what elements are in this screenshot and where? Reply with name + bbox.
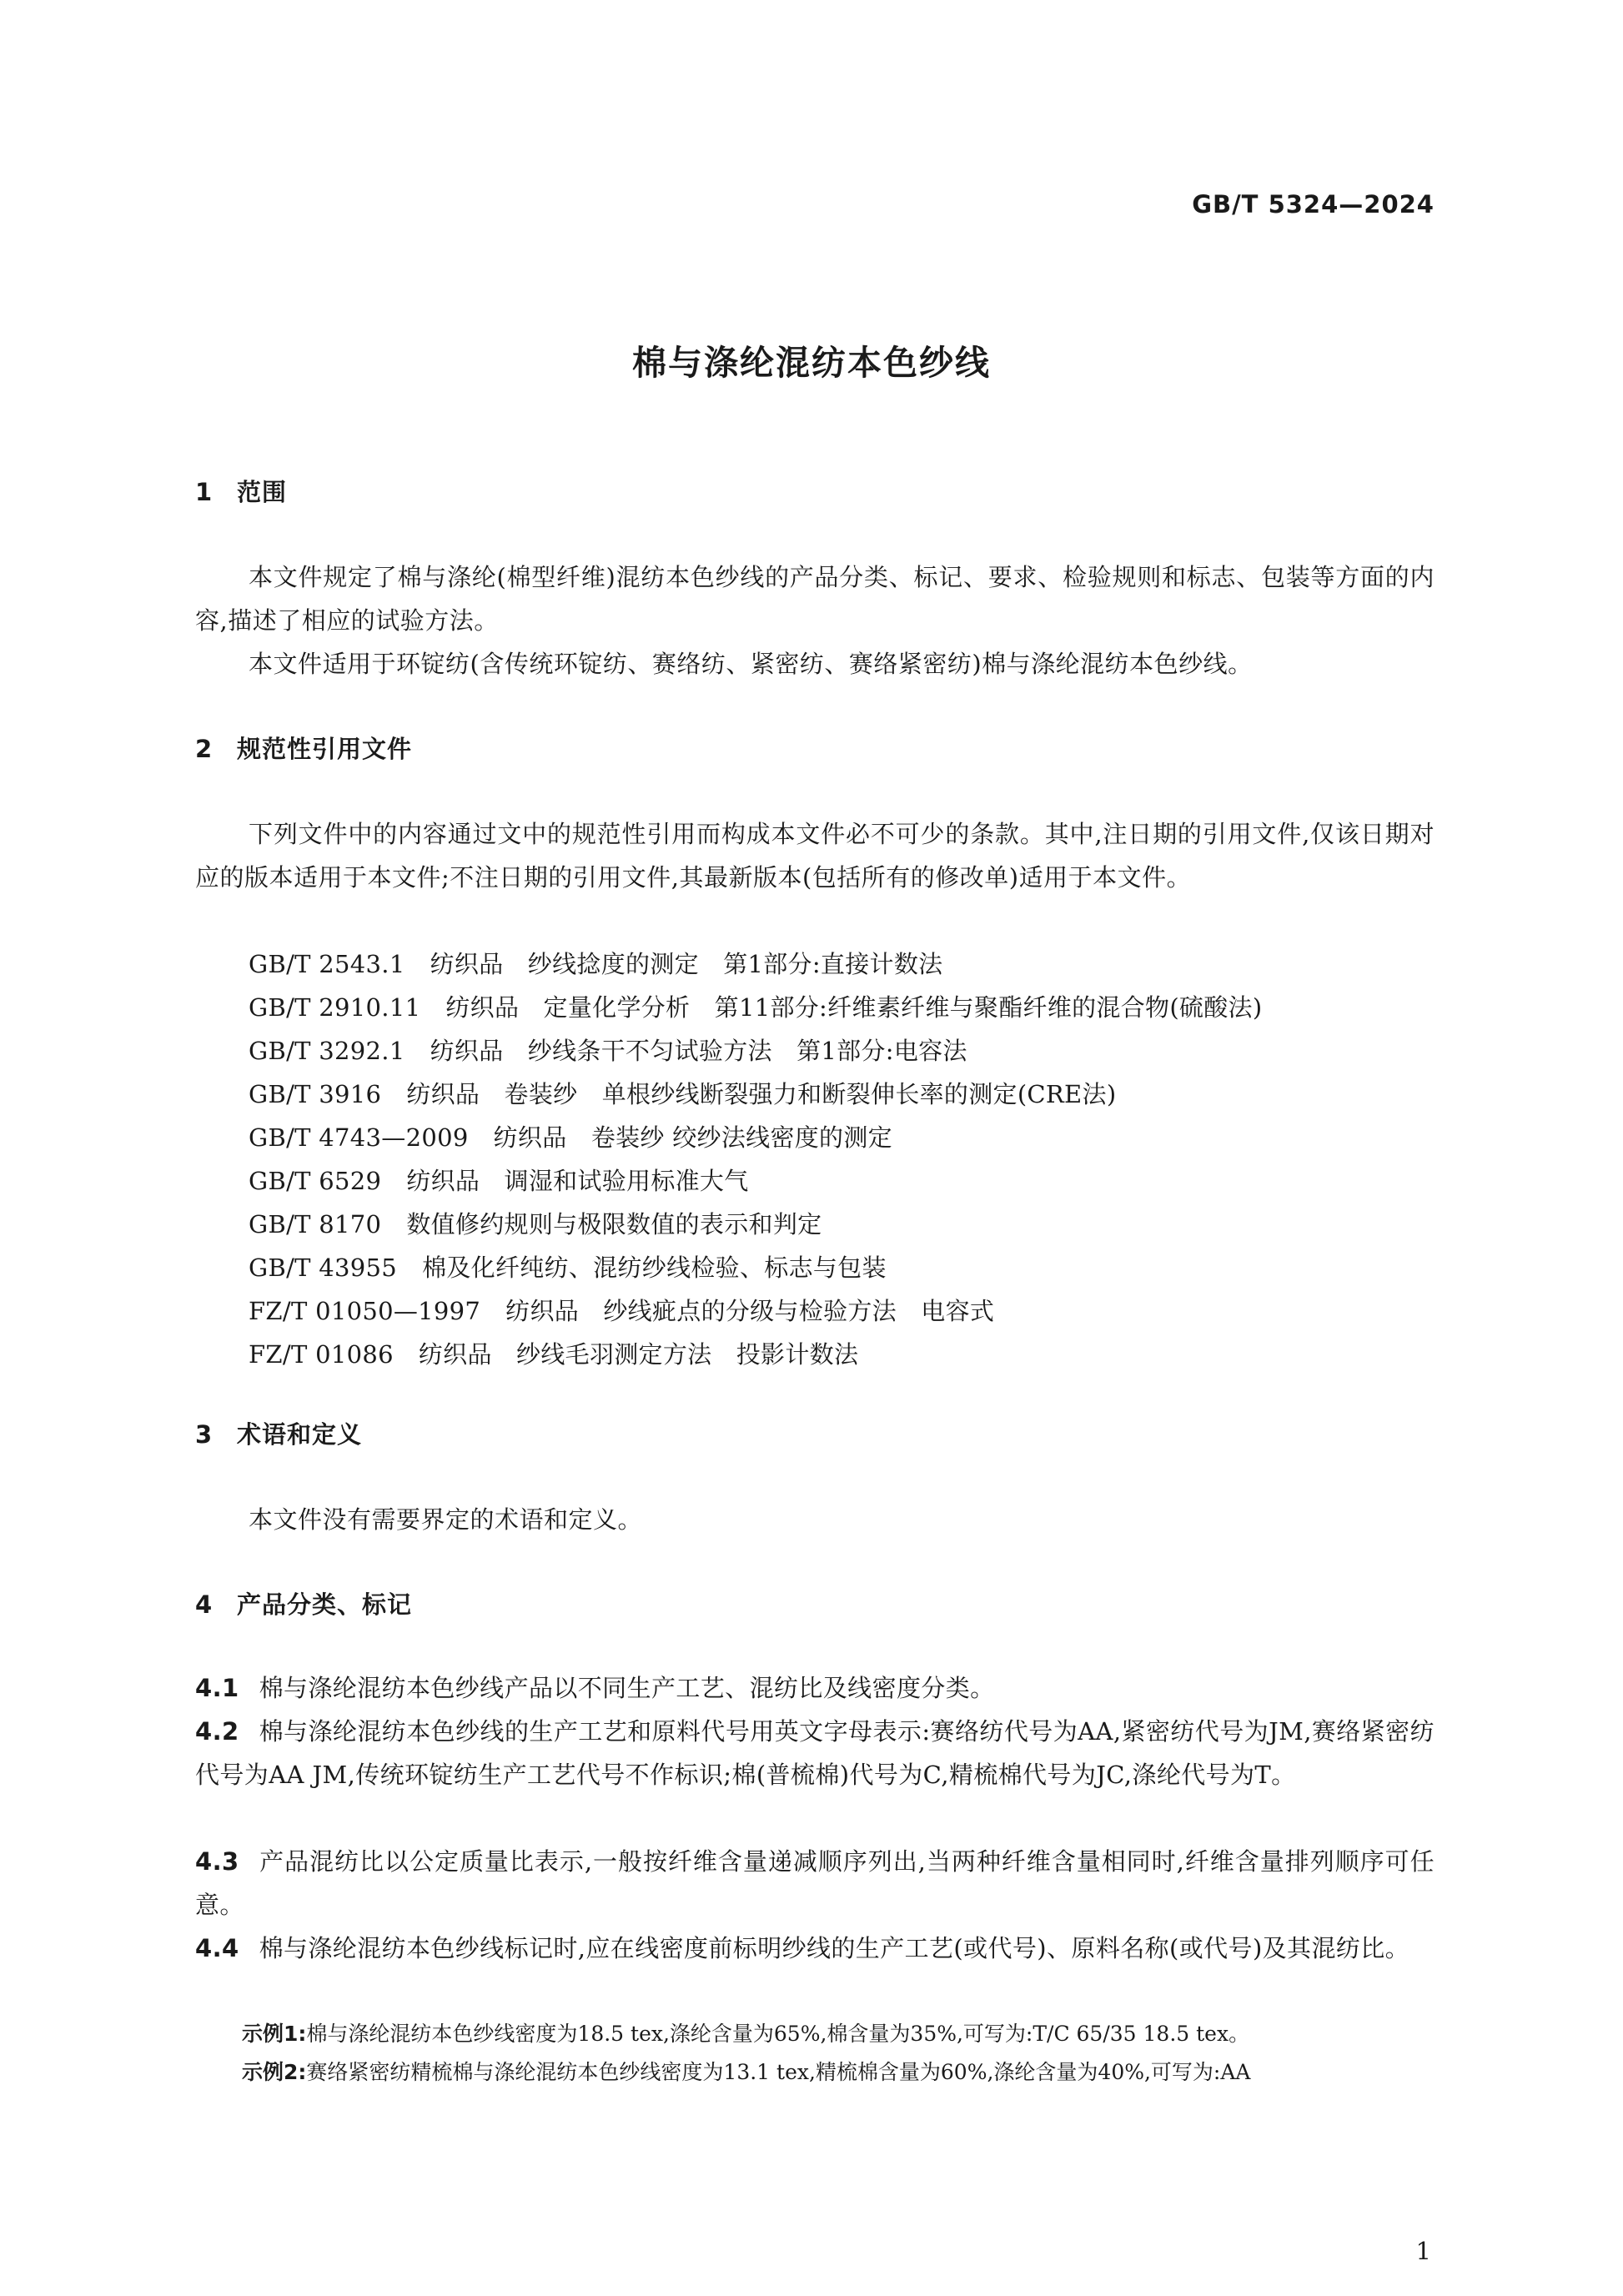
reference-code: FZ/T 01086 — [249, 1340, 394, 1369]
reference-item — [249, 1116, 1435, 1159]
section-title: 术语和定义 — [237, 1420, 363, 1449]
reference-title: 纺织品 卷装纱 单根纱线断裂强力和断裂伸长率的测定(CRE法) — [406, 1080, 1117, 1108]
clause-number: 4.4 — [195, 1934, 239, 1962]
example-2 — [242, 2053, 1435, 2092]
reference-code: GB/T 2543.1 — [249, 950, 405, 978]
section-heading-1 — [195, 474, 287, 508]
reference-code: FZ/T 01050—1997 — [249, 1297, 481, 1325]
clause-text: 棉与涤纶混纺本色纱线产品以不同生产工艺、混纺比及线密度分类。 — [259, 1674, 995, 1702]
reference-item — [249, 1159, 1435, 1203]
clause-text: 产品混纺比以公定质量比表示,一般按纤维含量递减顺序列出,当两种纤维含量相同时,纤维含量排列顺序可任意。 — [195, 1847, 1435, 1919]
reference-title: 纺织品 调湿和试验用标准大气 — [406, 1167, 749, 1195]
reference-title: 纺织品 纱线毛羽测定方法 投影计数法 — [418, 1340, 859, 1369]
clause-4-3 — [195, 1840, 1435, 1927]
section-title: 规范性引用文件 — [237, 735, 413, 763]
reference-code: GB/T 3916 — [249, 1080, 382, 1108]
section-title: 范围 — [237, 478, 288, 506]
clause-4-1 — [195, 1666, 1435, 1710]
reference-item — [249, 1073, 1435, 1116]
clause-number: 4.2 — [195, 1717, 239, 1746]
clause-number: 4.1 — [195, 1674, 239, 1702]
clause-number: 4.3 — [195, 1847, 239, 1876]
reference-list — [249, 942, 1435, 1376]
scope-paragraph-2: 本文件适用于环锭纺(含传统环锭纺、赛络纺、紧密纺、赛络紧密纺)棉与涤纶混纺本色纱线。 — [249, 650, 1253, 678]
reference-item — [249, 1203, 1435, 1246]
reference-title: 棉及化纤纯纺、混纺纱线检验、标志与包装 — [422, 1254, 887, 1282]
reference-item — [249, 1246, 1435, 1289]
references-intro: 下列文件中的内容通过文中的规范性引用而构成本文件必不可少的条款。其中,注日期的引用文件,仅该日期对应的版本适用于本文件;不注日期的引用文件,其最新版本(包括所有的修改单)适用于本文件。 — [195, 820, 1435, 892]
reference-item — [249, 1029, 1435, 1073]
reference-item — [249, 1289, 1435, 1333]
example-1 — [242, 2015, 1435, 2053]
reference-title: 纺织品 纱线捻度的测定 第1部分:直接计数法 — [430, 950, 943, 978]
reference-title: 纺织品 定量化学分析 第11部分:纤维素纤维与聚酯纤维的混合物(硫酸法) — [445, 993, 1263, 1022]
reference-code: GB/T 43955 — [249, 1254, 398, 1282]
clause-4-4 — [195, 1927, 1435, 1970]
section-heading-2 — [195, 731, 412, 765]
clause-4-2 — [195, 1710, 1435, 1796]
reference-title: 纺织品 卷装纱 绞纱法线密度的测定 — [493, 1123, 892, 1152]
example-text: 棉与涤纶混纺本色纱线密度为18.5 tex,涤纶含量为65%,棉含量为35%,可写为:T/C 65/35 18.5 tex。 — [306, 2022, 1250, 2046]
reference-item — [249, 1333, 1435, 1376]
document-title: 棉与涤纶混纺本色纱线 — [632, 343, 991, 383]
reference-title: 纺织品 纱线疵点的分级与检验方法 电容式 — [505, 1297, 995, 1325]
reference-code: GB/T 4743—2009 — [249, 1123, 469, 1152]
standard-code: GB/T 5324—2024 — [1192, 190, 1435, 219]
clause-text: 棉与涤纶混纺本色纱线的生产工艺和原料代号用英文字母表示:赛络纺代号为AA,紧密纺代号为JM,赛络紧密纺代号为AA JM,传统环锭纺生产工艺代号不作标识;棉(普梳棉)代号为C,精梳棉代号为JC,涤纶代号为T。 — [195, 1717, 1435, 1789]
section-title: 产品分类、标记 — [237, 1590, 413, 1619]
section-heading-4 — [195, 1586, 412, 1620]
example-text: 赛络紧密纺精梳棉与涤纶混纺本色纱线密度为13.1 tex,精梳棉含量为60%,涤纶含量为40%,可写为:AA — [306, 2060, 1251, 2084]
example-label: 示例2: — [242, 2060, 307, 2084]
section-number: 3 — [195, 1420, 214, 1449]
example-label: 示例1: — [242, 2022, 307, 2046]
reference-code: GB/T 8170 — [249, 1210, 382, 1238]
reference-title: 数值修约规则与极限数值的表示和判定 — [406, 1210, 822, 1238]
reference-code: GB/T 6529 — [249, 1167, 382, 1195]
clause-text: 棉与涤纶混纺本色纱线标记时,应在线密度前标明纱线的生产工艺(或代号)、原料名称(或代号)及其混纺比。 — [259, 1934, 1410, 1962]
terms-paragraph: 本文件没有需要界定的术语和定义。 — [249, 1505, 643, 1534]
scope-paragraph-1: 本文件规定了棉与涤纶(棉型纤维)混纺本色纱线的产品分类、标记、要求、检验规则和标志、包装等方面的内容,描述了相应的试验方法。 — [195, 563, 1435, 635]
reference-item — [249, 986, 1435, 1029]
section-number: 4 — [195, 1590, 214, 1619]
reference-code: GB/T 2910.11 — [249, 993, 421, 1022]
page-number: 1 — [1415, 2237, 1431, 2265]
reference-code: GB/T 3292.1 — [249, 1037, 405, 1065]
section-number: 1 — [195, 478, 214, 506]
section-number: 2 — [195, 735, 214, 763]
section-heading-3 — [195, 1416, 362, 1450]
reference-title: 纺织品 纱线条干不匀试验方法 第1部分:电容法 — [430, 1037, 967, 1065]
reference-item — [249, 942, 1435, 986]
